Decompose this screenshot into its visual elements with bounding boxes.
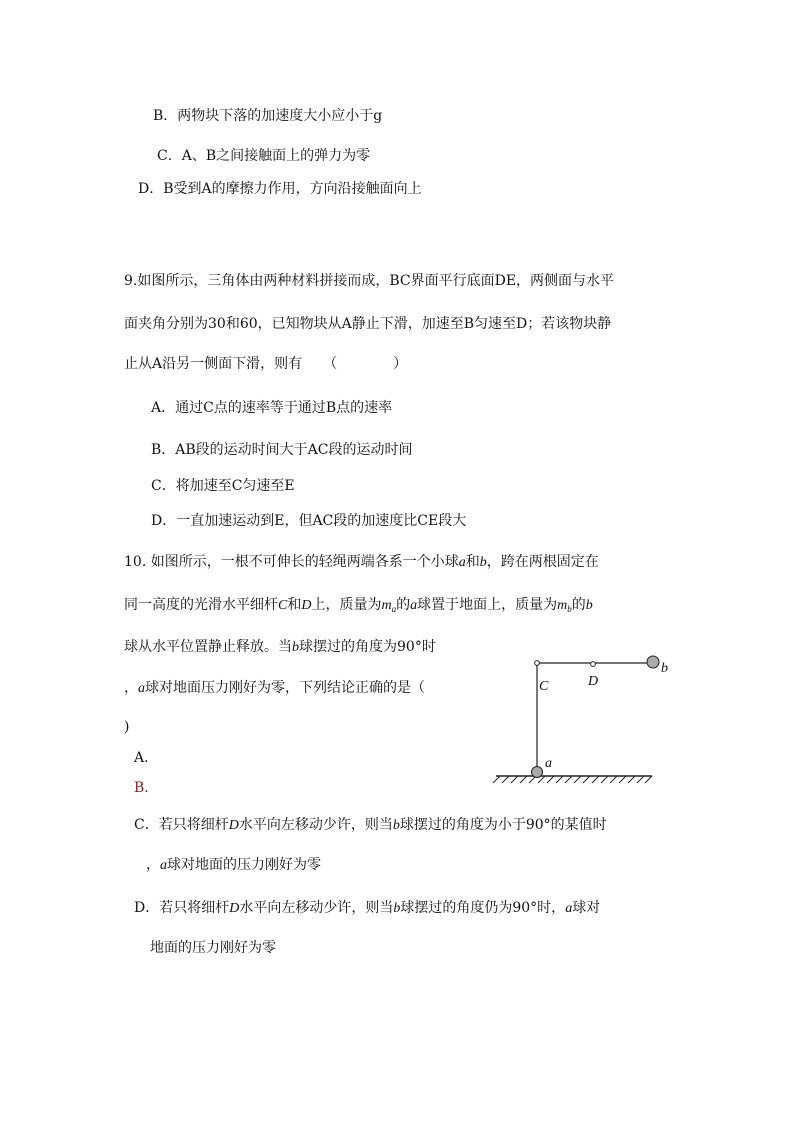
q10-stem-line1: 10. 如图所示，一根不可伸长的轻绳两端各系一个小球a和b，跨在两根固定在 bbox=[124, 554, 599, 570]
q10-figure bbox=[490, 650, 668, 790]
q9-option-a: A．通过C点的速率等于通过B点的速率 bbox=[151, 400, 393, 416]
q10-option-d-line1: D．若只将细杆D水平向左移动少许，则当b球摆过的角度仍为90°时，a球对 bbox=[134, 900, 601, 916]
ball-a bbox=[532, 767, 543, 778]
q8-option-d: D．B受到A的摩擦力作用，方向沿接触面向上 bbox=[138, 181, 422, 197]
q10-stem-line3: 球从水平位置静止释放。当b球摆过的角度为90°时 bbox=[124, 639, 436, 655]
q10-option-d-line2: 地面的压力刚好为零 bbox=[150, 940, 276, 956]
rod-d bbox=[591, 662, 596, 667]
q10-option-a: A． bbox=[134, 750, 159, 766]
q9-stem-line2: 面夹角分别为30和60，已知物块从A静止下滑，加速至B匀速至D；若该物块静 bbox=[124, 316, 612, 332]
q9-option-c: C．将加速至C匀速至E bbox=[151, 478, 295, 494]
ball-b bbox=[647, 656, 659, 668]
label-b: b bbox=[661, 661, 668, 676]
q9-option-b: B．AB段的运动时间大于AC段的运动时间 bbox=[151, 442, 413, 458]
q10-option-b: B． bbox=[134, 780, 159, 796]
q9-stem-line3: 止从A沿另一侧面下滑，则有 （ ） bbox=[124, 356, 408, 372]
q10-option-c-line2: ，a球对地面的压力刚好为零 bbox=[146, 857, 321, 873]
q8-option-c: C．A、B之间接触面上的弹力为零 bbox=[157, 148, 371, 164]
q9-stem-line1: 9.如图所示，三角体由两种材料拼接而成，BC界面平行底面DE，两侧面与水平 bbox=[124, 273, 615, 289]
q10-stem-line4: ，a球对地面压力刚好为零，下列结论正确的是（ bbox=[124, 680, 425, 696]
q8-option-b: B．两物块下落的加速度大小应小于g bbox=[153, 108, 383, 124]
q10-stem-line2: 同一高度的光滑水平细杆C和D上，质量为$m_a$的a球置于地面上，质量为$m_b$的b bbox=[124, 597, 593, 614]
label-d: D bbox=[588, 674, 599, 689]
rod-c bbox=[535, 661, 540, 666]
q9-option-d: D．一直加速运动到E，但AC段的加速度比CE段大 bbox=[151, 513, 467, 529]
q10-option-c-line1: C．若只将细杆D水平向左移动少许，则当b球摆过的角度为小于90°的某值时 bbox=[134, 817, 607, 833]
label-a: a bbox=[545, 756, 552, 771]
label-c: C bbox=[539, 679, 549, 694]
q10-stem-line5: ) bbox=[124, 719, 130, 735]
ground-hatching bbox=[493, 776, 652, 783]
